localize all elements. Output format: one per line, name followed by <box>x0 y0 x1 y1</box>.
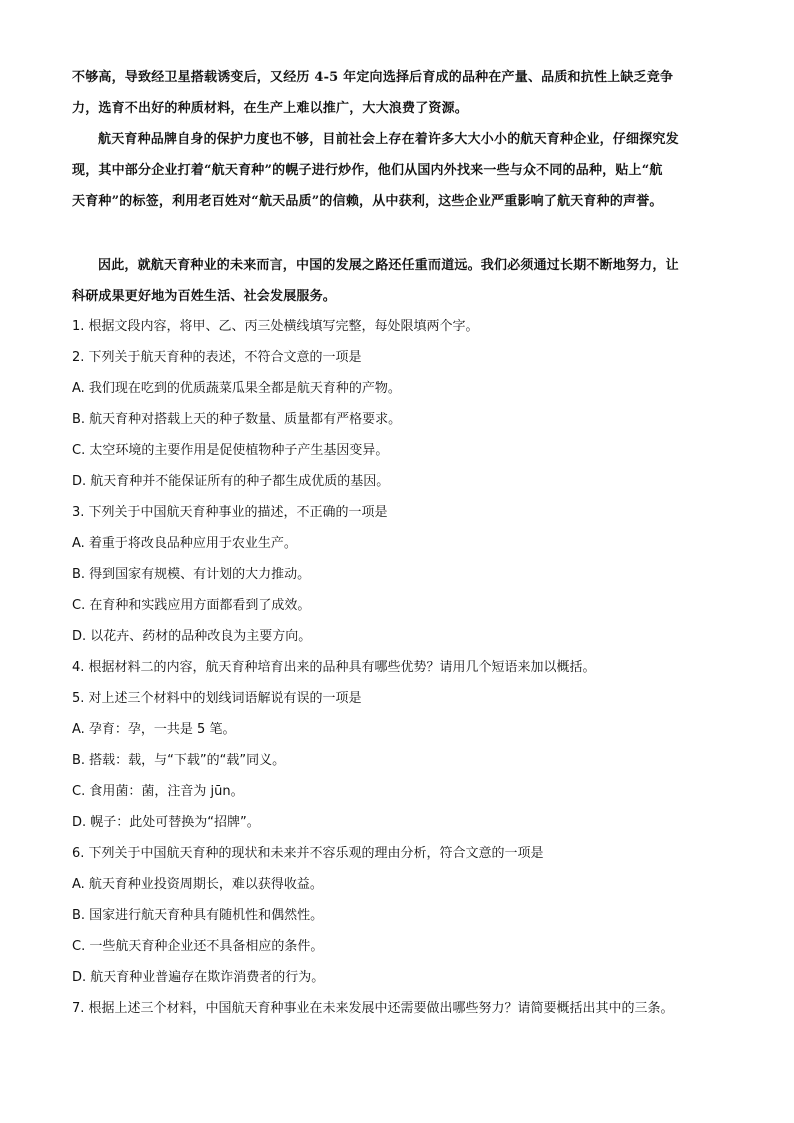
question-2-option-c: C. 太空环境的主要作用是促使植物种子产生基因变异。 <box>72 443 389 458</box>
question-3-option-b: B. 得到国家有规模、有计划的大力推动。 <box>72 567 311 582</box>
question-6-option-c: C. 一些航天育种企业还不具备相应的条件。 <box>72 939 324 954</box>
question-3-option-d: D. 以花卉、药材的品种改良为主要方向。 <box>72 629 312 644</box>
question-6-option-a: A. 航天育种业投资周期长，难以获得收益。 <box>72 877 323 892</box>
question-6-option-d: D. 航天育种业普遍存在欺诈消费者的行为。 <box>72 970 325 985</box>
text-line: 科研成果更好地为百姓生活、社会发展服务。 <box>72 289 337 304</box>
question-7: 7. 根据上述三个材料，中国航天育种事业在未来发展中还需要做出哪些努力？请简要概括出其中的三条。 <box>72 1001 674 1016</box>
question-5-option-d: D. 幌子：此处可替换为“招牌”。 <box>72 815 260 830</box>
question-2-option-d: D. 航天育种并不能保证所有的种子都生成优质的基因。 <box>72 474 390 489</box>
question-2-option-b: B. 航天育种对搭载上天的种子数量、质量都有严格要求。 <box>72 412 402 427</box>
passage-paragraph-1 <box>72 62 724 124</box>
question-5-option-c: C. 食用菌：菌，注音为 jūn。 <box>72 784 244 799</box>
text-line: 不够高，导致经卫星搭载诱变后，又经历 4-5 年定向选择后育成的品种在产量、品质和抗性上缺乏竞争 <box>72 70 674 85</box>
question-6-option-b: B. 国家进行航天育种具有随机性和偶然性。 <box>72 908 324 923</box>
text-line: 天育种”的标签，利用老百姓对“航天品质”的信赖，从中获利，这些企业严重影响了航天育种的声誉。 <box>72 194 663 209</box>
text-line: 现，其中部分企业打着“航天育种”的幌子进行炒作，他们从国内外找来一些与众不同的品种，贴上“航 <box>72 163 663 178</box>
text-line: 力，选育不出好的种质材料，在生产上难以推广，大大浪费了资源。 <box>72 101 469 116</box>
passage-paragraph-3 <box>72 250 724 312</box>
question-1: 1. 根据文段内容，将甲、乙、丙三处横线填写完整，每处限填两个字。 <box>72 319 479 334</box>
text-line: 因此，就航天育种业的未来而言，中国的发展之路还任重而道远。我们必须通过长期不断地努力，让 <box>98 258 679 273</box>
question-5: 5. 对上述三个材料中的划线词语解说有误的一项是 <box>72 691 362 706</box>
question-5-option-b: B. 搭载：载，与“下载”的“载”同义。 <box>72 753 286 768</box>
question-4: 4. 根据材料二的内容，航天育种培育出来的品种具有哪些优势？请用几个短语来加以概括。 <box>72 660 596 675</box>
passage-paragraph-2 <box>72 124 724 217</box>
question-3-option-c: C. 在育种和实践应用方面都看到了成效。 <box>72 598 311 613</box>
question-2: 2. 下列关于航天育种的表述，不符合文意的一项是 <box>72 350 362 365</box>
question-3: 3. 下列关于中国航天育种事业的描述，不正确的一项是 <box>72 505 388 520</box>
question-6: 6. 下列关于中国航天育种的现状和未来并不容乐观的理由分析，符合文意的一项是 <box>72 846 544 861</box>
question-5-option-a: A. 孕育：孕，一共是 5 笔。 <box>72 722 236 737</box>
question-3-option-a: A. 着重于将改良品种应用于农业生产。 <box>72 536 297 551</box>
text-line: 航天育种品牌自身的保护力度也不够，目前社会上存在着许多大大小小的航天育种企业，仔细探究发 <box>98 132 679 147</box>
question-2-option-a: A. 我们现在吃到的优质蔬菜瓜果全都是航天育种的产物。 <box>72 381 401 396</box>
